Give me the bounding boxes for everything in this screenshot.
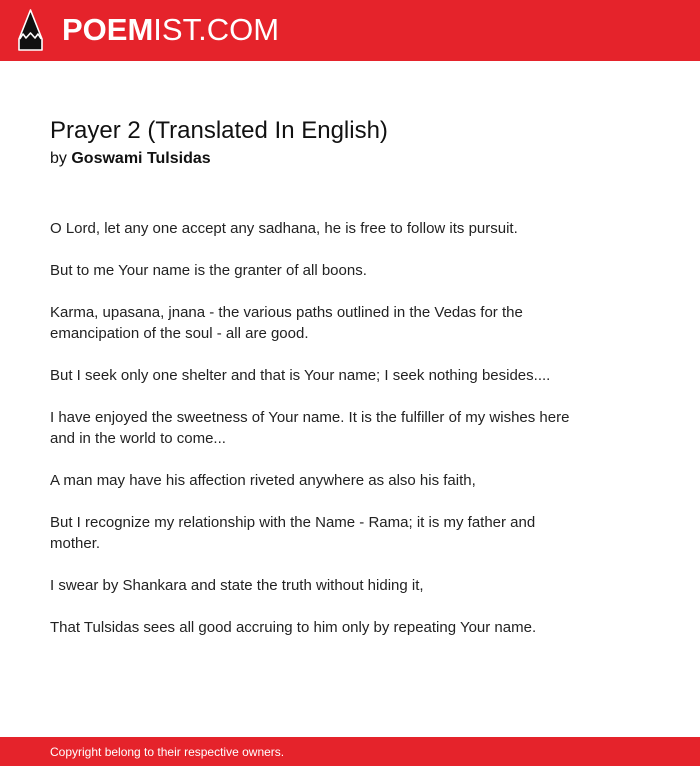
by-label: by: [50, 150, 67, 167]
pencil-tip-icon[interactable]: [17, 9, 44, 51]
poem-stanza: But to me Your name is the granter of all boons.: [50, 262, 367, 279]
logo-light-text: IST.COM: [153, 12, 280, 47]
poem-stanza: A man may have his affection riveted anywhere as also his faith,: [50, 472, 476, 489]
poem-title: Prayer 2 (Translated In English): [50, 117, 388, 144]
poem-stanza: But I recognize my relationship with the Name - Rama; it is my father and mother.: [50, 514, 536, 552]
poem-stanza: But I seek only one shelter and that is Your name; I seek nothing besides....: [50, 367, 551, 384]
site-logo[interactable]: [62, 10, 279, 50]
poem-byline: [50, 148, 211, 170]
poem-stanza: I have enjoyed the sweetness of Your name. It is the fulfiller of my wishes here and in the world to come...: [50, 409, 570, 447]
copyright-text: Copyright belong to their respective owners.: [50, 745, 285, 759]
poem-stanza: That Tulsidas sees all good accruing to him only by repeating Your name.: [50, 619, 537, 636]
poem-stanza: I swear by Shankara and state the truth without hiding it,: [50, 577, 424, 594]
poem-stanza: O Lord, let any one accept any sadhana, he is free to follow its pursuit.: [50, 220, 518, 237]
poem-body: [50, 218, 570, 659]
logo-strong-text: POEM: [62, 12, 154, 47]
poem-stanza: Karma, upasana, jnana - the various paths outlined in the Vedas for the emancipation of the soul - all are good.: [50, 304, 523, 342]
site-header: [0, 0, 700, 61]
poem-author: Goswami Tulsidas: [71, 150, 211, 167]
site-footer: [0, 737, 700, 766]
